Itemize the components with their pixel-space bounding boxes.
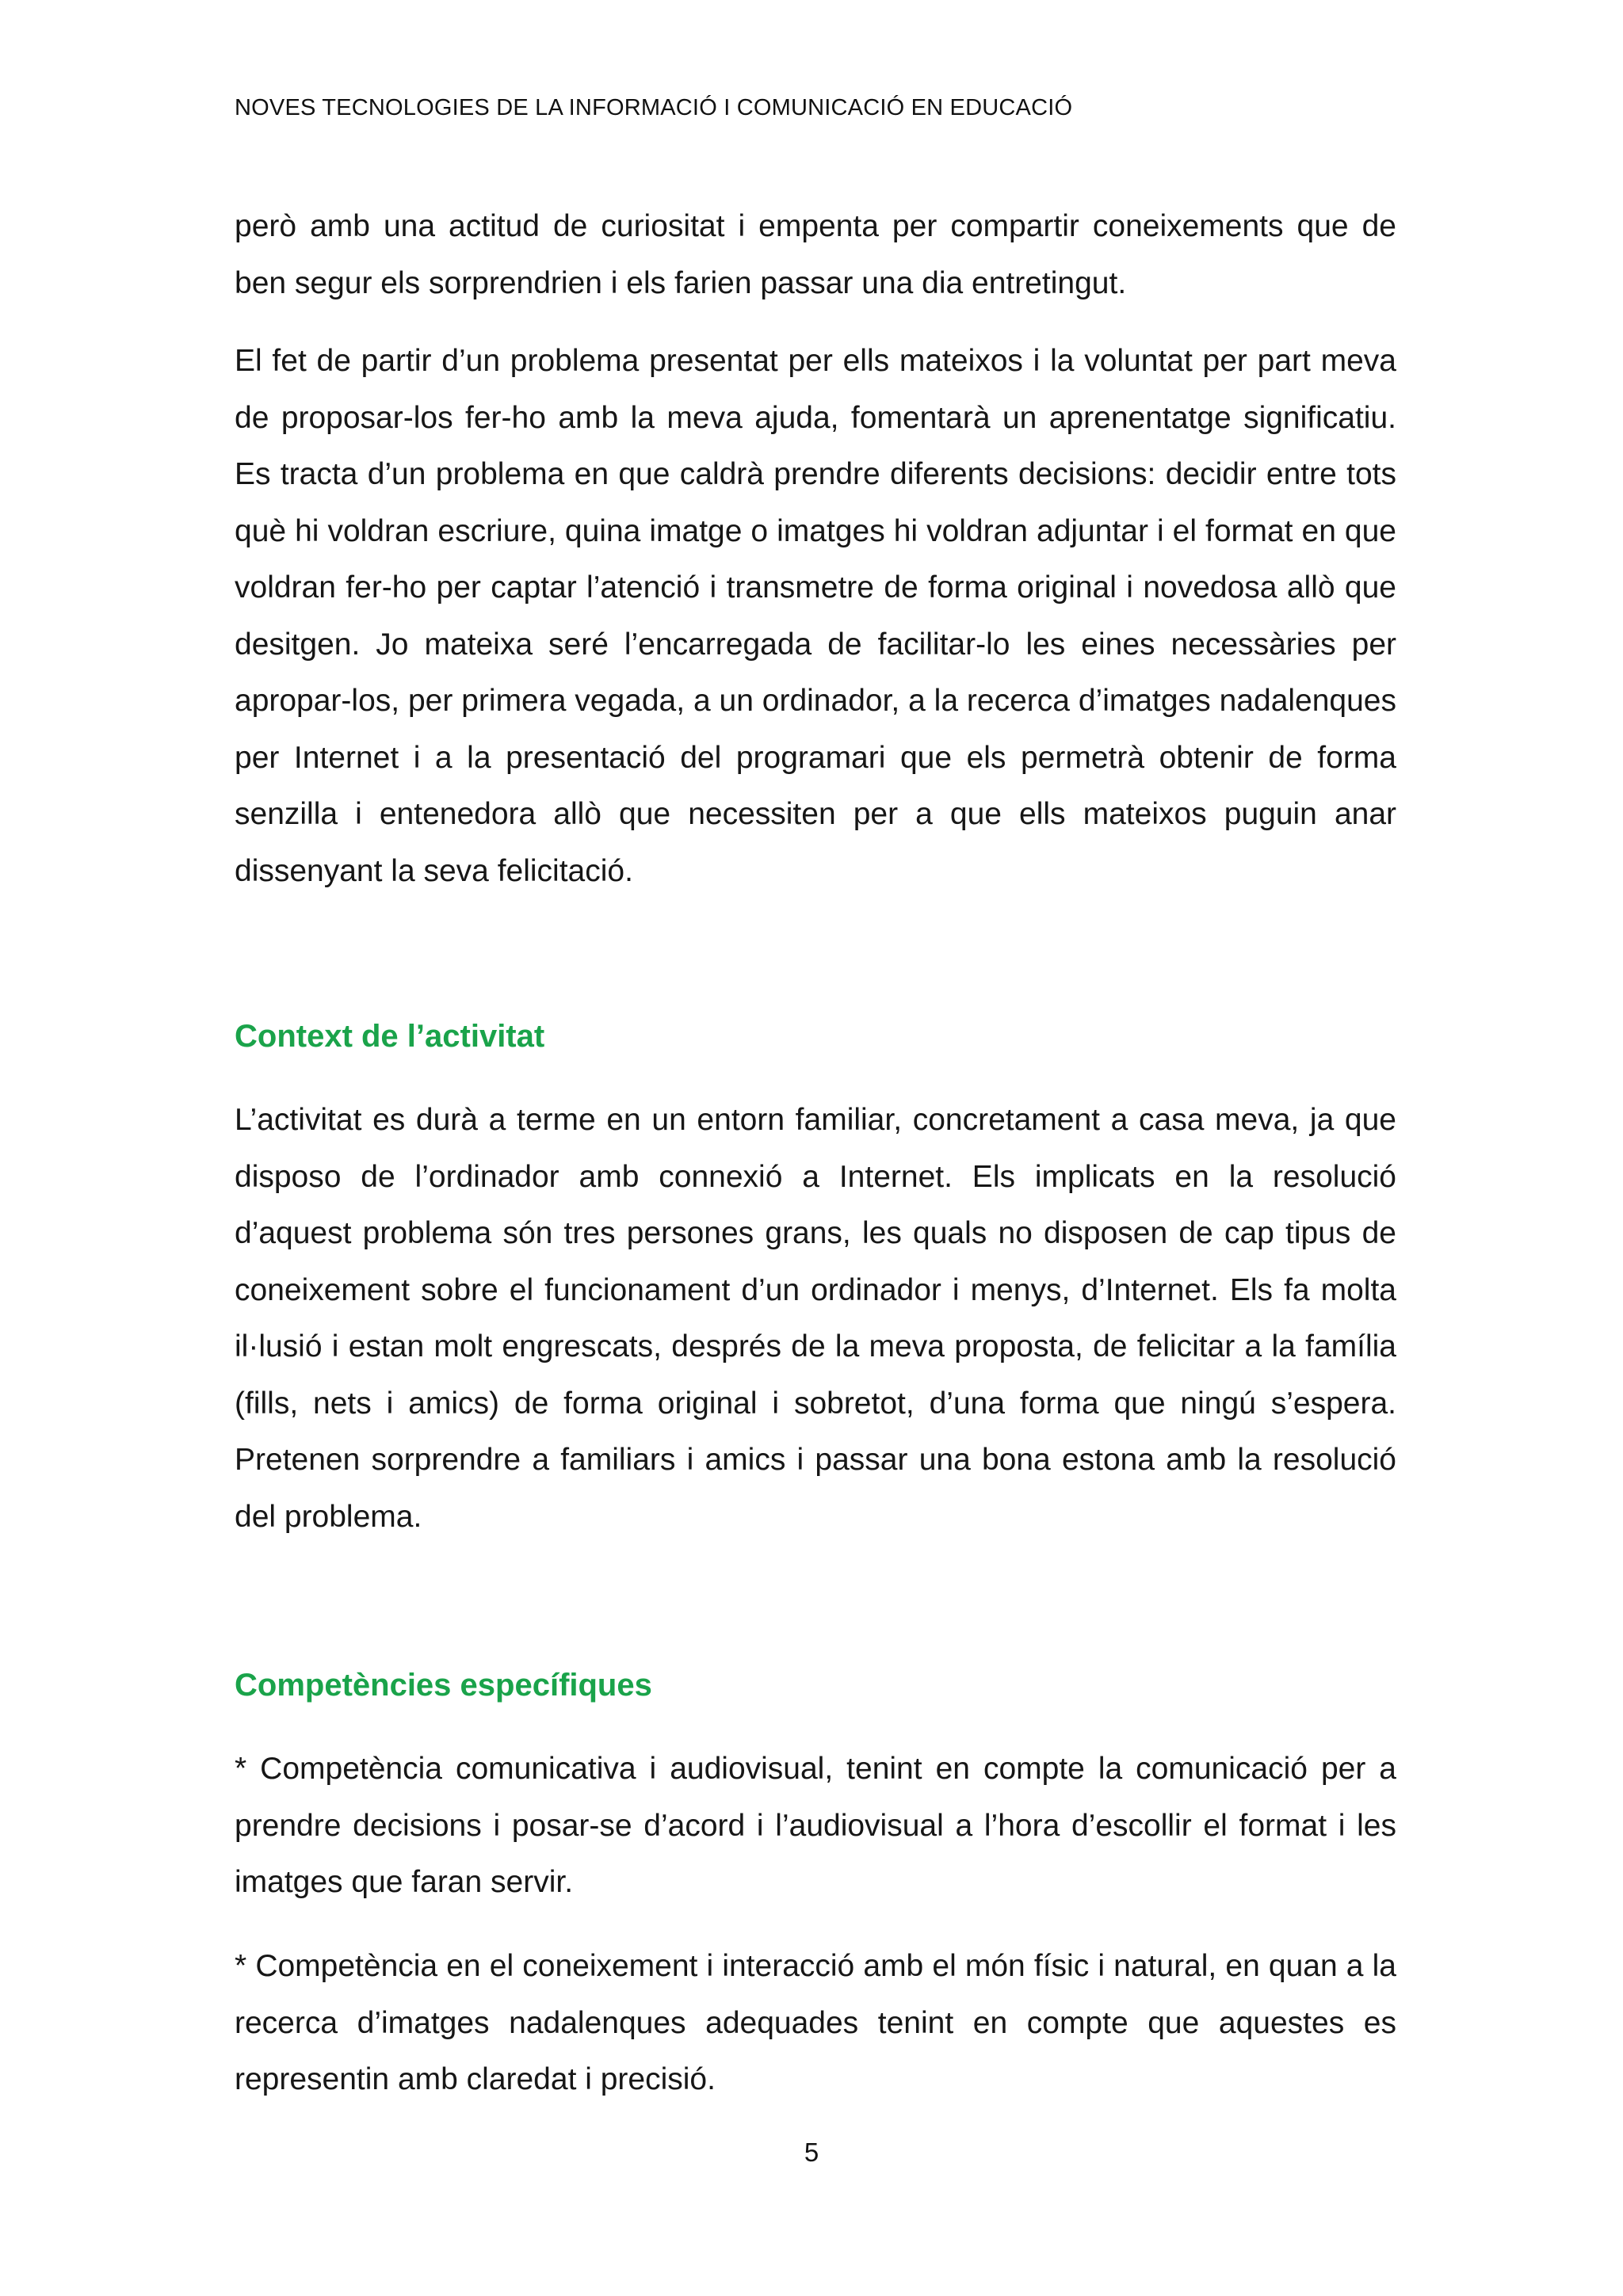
intro-paragraph-2-block (235, 333, 1396, 899)
intro-paragraph-1-block (235, 198, 1396, 311)
competency-item-1: * Competència comunicativa i audiovisual, tenint en compte la comunicació per a prendre decisions i posar-se d’acord i l’audiovisual a l’hora d’escollir el format i les imatges que faran servir. (235, 1752, 1396, 1899)
competency-item-1-block (235, 1741, 1396, 1911)
context-paragraph-block (235, 1092, 1396, 1545)
context-heading: Context de l’activitat (235, 1019, 545, 1054)
competency-item-2: * Competència en el coneixement i interacció amb el món físic i natural, en quan a la recerca d’imatges nadalenques adequades tenint en compte que aquestes es representin amb claredat i precisió. (235, 1949, 1396, 2096)
context-paragraph: L’activitat es durà a terme en un entorn familiar, concretament a casa meva, ja que disposo de l’ordinador amb connexió a Internet. Els implicats en la resolució d’aquest problema són tres persones grans, les quals no disposen de cap tipus de coneixement sobre el funcionament d’un ordinador i menys, d’Internet. Els fa molta il·lusió i estan molt engrescats, després de la meva proposta, de felicitar a la família (fills, nets i amics) de forma original i sobretot, d’una forma que ningú s’espera. Pretenen sorprendre a familiars i amics i passar una bona estona amb la resolució del problema. (235, 1103, 1396, 1534)
page-number: 5 (804, 2138, 819, 2167)
intro-paragraph-1: però amb una actitud de curiositat i empenta per compartir coneixements que de ben segur els sorprendrien i els farien passar una dia entretingut. (235, 209, 1396, 300)
running-header: NOVES TECNOLOGIES DE LA INFORMACIÓ I COMUNICACIÓ EN EDUCACIÓ (235, 95, 1073, 120)
intro-paragraph-2: El fet de partir d’un problema presentat per ells mateixos i la voluntat per part meva de proposar-los fer-ho amb la meva ajuda, fomentarà un aprenentatge significatiu. Es tracta d’un problema en que caldrà prendre diferents decisions: decidir entre tots què hi voldran escriure, quina imatge o imatges hi voldran adjuntar i el format en que voldran fer-ho per captar l’atenció i transmetre de forma original i novedosa allò que desitgen. Jo mateixa seré l’encarregada de facilitar-lo les eines necessàries per apropar-los, per primera vegada, a un ordinador, a la recerca d’imatges nadalenques per Internet i a la presentació del programari que els permetrà obtenir de forma senzilla i entenedora allò que necessiten per a que ells mateixos puguin anar dissenyant la seva felicitació. (235, 344, 1396, 888)
competencies-heading: Competències específiques (235, 1668, 652, 1703)
competency-item-2-block (235, 1938, 1396, 2108)
